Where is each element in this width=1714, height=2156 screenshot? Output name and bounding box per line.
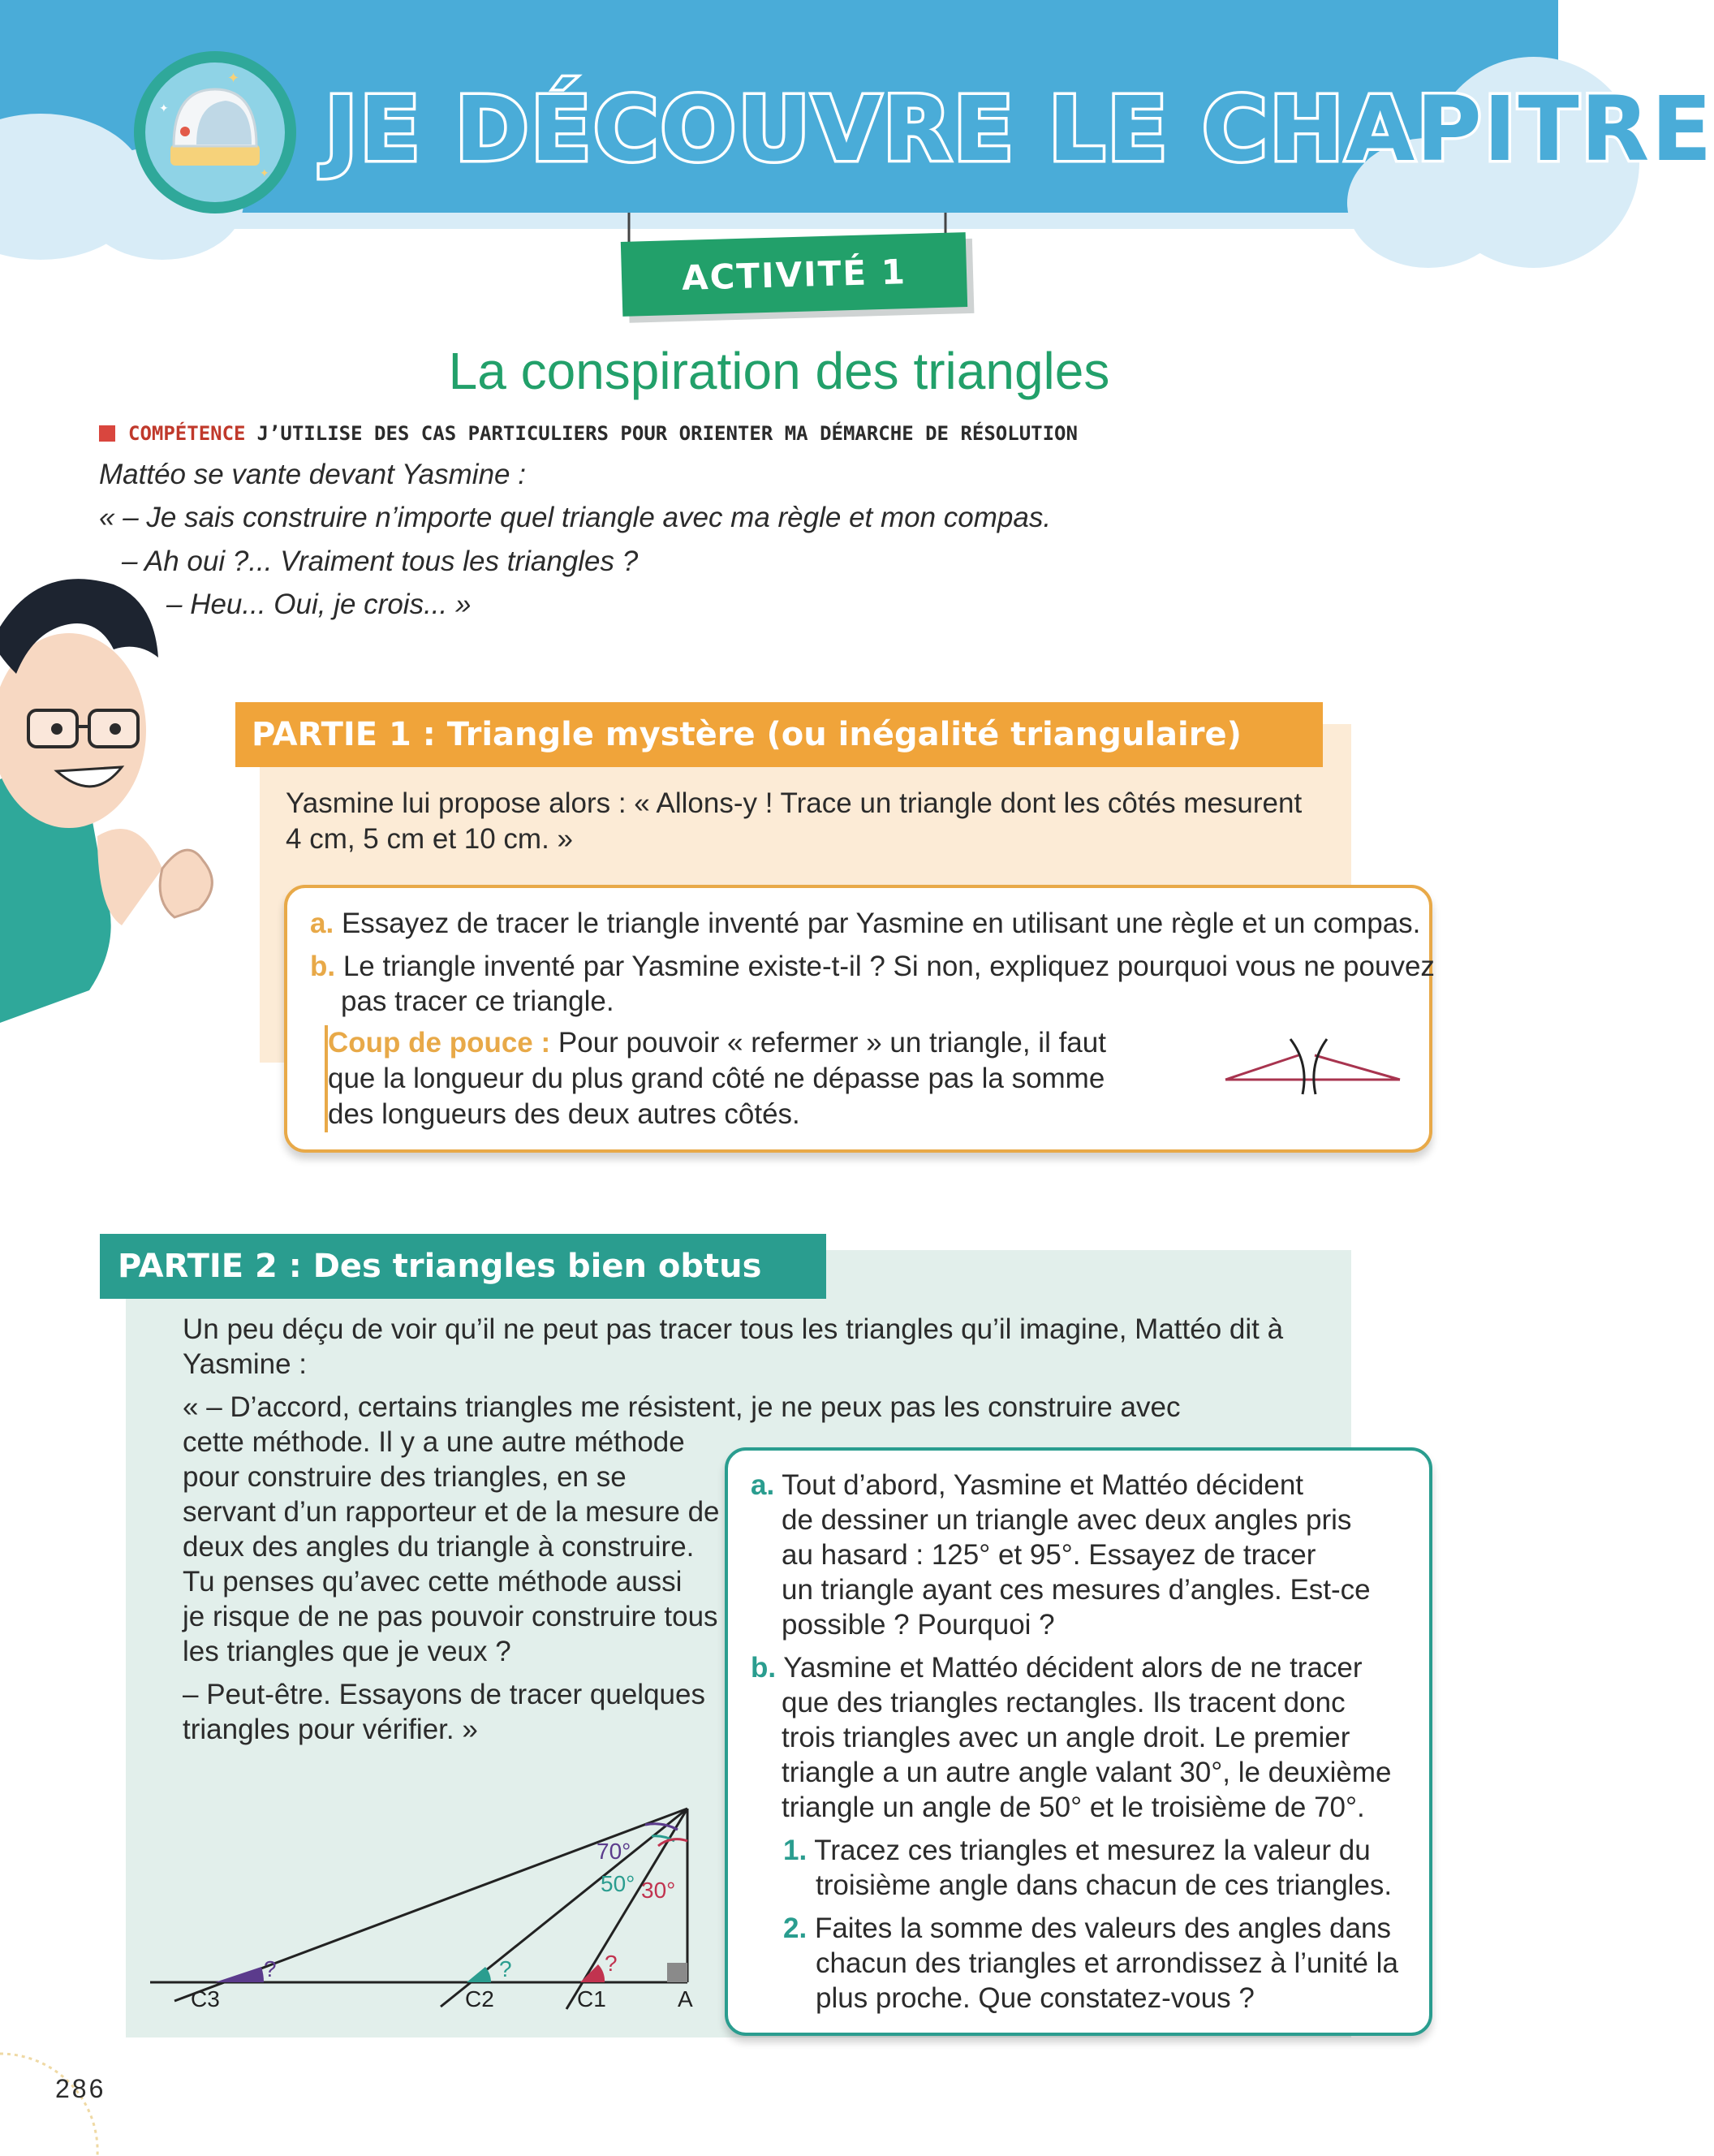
question-text: pas tracer ce triangle.	[341, 985, 614, 1017]
competence-square-icon	[99, 425, 115, 442]
right-triangles-figure	[142, 1794, 710, 2021]
question-b	[751, 1650, 1363, 1686]
activity-label: ACTIVITÉ 1	[681, 251, 907, 298]
question-letter: a.	[310, 908, 334, 939]
chapter-title: JE DÉCOUVRE LE CHAPITRE	[325, 77, 1714, 181]
question-text: Tracez ces triangles et mesurez la valeur du	[814, 1835, 1371, 1866]
question-text: plus proche. Que constatez-vous ?	[816, 1982, 1255, 2014]
competence-text: J’UTILISE DES CAS PARTICULIERS POUR ORIENTER MA DÉMARCHE DE RÉSOLUTION	[256, 422, 1078, 445]
competence-line	[99, 422, 1078, 445]
dialogue-line: – Heu... Oui, je crois... »	[166, 589, 472, 620]
hint-text: que la longueur du plus grand côté ne dépasse pas la somme	[328, 1063, 1105, 1094]
quote-line: Tu penses qu’avec cette méthode aussi	[183, 1566, 683, 1598]
part1-heading-banner	[235, 702, 1323, 767]
part2-intro-line: Un peu déçu de voir qu’il ne peut pas tracer tous les triangles qu’il imagine, Mattéo dit à	[183, 1313, 1284, 1345]
question-text: au hasard : 125° et 95°. Essayez de tracer	[782, 1539, 1316, 1571]
part2-heading: PARTIE 2 : Des triangles bien obtus	[118, 1248, 762, 1285]
point-label-c1: C1	[577, 1986, 606, 2012]
page-number: 286	[55, 2074, 106, 2103]
question-text: chacun des triangles et arrondissez à l’unité la	[816, 1947, 1398, 1979]
svg-text:✦: ✦	[159, 102, 169, 115]
dialogue-line: Mattéo se vante devant Yasmine :	[99, 459, 526, 490]
svg-text:✦: ✦	[260, 167, 269, 180]
question-b	[310, 949, 1435, 985]
angle-50-label: 50°	[601, 1871, 635, 1896]
question-letter: a.	[751, 1469, 775, 1501]
intro-line: Yasmine lui propose alors : « Allons-y ! Trace un triangle dont les côtés mesurent	[286, 787, 1303, 819]
unknown-angle-label: ?	[499, 1956, 512, 1981]
question-letter: b.	[751, 1652, 777, 1684]
question-a	[751, 1468, 1303, 1503]
angle-70-label: 70°	[596, 1839, 631, 1864]
question-letter: b.	[310, 951, 336, 982]
quote-line: pour construire des triangles, en se	[183, 1461, 627, 1493]
part1-heading: PARTIE 1 : Triangle mystère (ou inégalité triangulaire)	[252, 716, 1242, 753]
point-label-c3: C3	[191, 1986, 220, 2012]
question-text: triangle a un autre angle valant 30°, le deuxième	[782, 1757, 1392, 1788]
svg-text:✦: ✦	[227, 70, 240, 87]
question-text: troisième angle dans chacun de ces triangles.	[816, 1869, 1393, 1901]
point-label-c2: C2	[465, 1986, 494, 2012]
activity-title: La conspiration des triangles	[448, 342, 1110, 400]
sub-question-number: 1.	[783, 1835, 807, 1866]
quote-line: cette méthode. Il y a une autre méthode	[183, 1426, 685, 1458]
sub-question-number: 2.	[783, 1912, 807, 1944]
question-text: Tout d’abord, Yasmine et Mattéo décident	[782, 1469, 1304, 1501]
unknown-angle-label: ?	[264, 1956, 277, 1981]
quote-line: je risque de ne pas pouvoir construire tous	[183, 1601, 718, 1632]
question-text: triangle un angle de 50° et le troisième de 70°.	[782, 1792, 1365, 1823]
question-text: Essayez de tracer le triangle inventé par Yasmine en utilisant une règle et un compas.	[341, 908, 1421, 939]
competence-label: COMPÉTENCE	[128, 422, 246, 445]
quote-line: – Peut-être. Essayons de tracer quelques	[183, 1679, 705, 1710]
hint-text: des longueurs des deux autres côtés.	[328, 1098, 800, 1130]
quote-line: triangles pour vérifier. »	[183, 1714, 478, 1745]
question-text: Yasmine et Mattéo décident alors de ne tracer	[783, 1652, 1363, 1684]
sub-question-1	[783, 1833, 1371, 1869]
angle-30-label: 30°	[641, 1878, 676, 1903]
hint-label: Coup de pouce :	[328, 1027, 551, 1059]
dialogue-line: – Ah oui ?... Vraiment tous les triangles ?	[122, 545, 639, 577]
question-text: Le triangle inventé par Yasmine existe-t-il ? Si non, expliquez pourquoi vous ne pouvez	[342, 951, 1435, 982]
question-text: un triangle ayant ces mesures d’angles. Est-ce	[782, 1574, 1371, 1606]
quote-line: « – D’accord, certains triangles me résistent, je ne peux pas les construire avec	[183, 1391, 1181, 1423]
hint-block	[325, 1025, 1139, 1132]
sub-question-2	[783, 1911, 1391, 1947]
question-text: que des triangles rectangles. Ils tracent donc	[782, 1687, 1346, 1718]
question-text: Faites la somme des valeurs des angles dans	[814, 1912, 1392, 1944]
question-a	[310, 906, 1420, 942]
quote-line: servant d’un rapporteur et de la mesure de	[183, 1496, 720, 1528]
hint-text: Pour pouvoir « refermer » un triangle, il faut	[550, 1027, 1106, 1059]
question-text: de dessiner un triangle avec deux angles pris	[782, 1504, 1352, 1536]
intro-line: 4 cm, 5 cm et 10 cm. »	[286, 823, 573, 855]
matteo-character-illustration	[0, 568, 243, 1023]
quote-line: deux des angles du triangle à construire.	[183, 1531, 695, 1563]
quote-line: les triangles que je veux ?	[183, 1636, 511, 1667]
part2-intro-line: Yasmine :	[183, 1348, 308, 1380]
dialogue-line: « – Je sais construire n’importe quel triangle avec ma règle et mon compas.	[99, 502, 1052, 533]
activity-sign	[621, 232, 967, 317]
question-text: trois triangles avec un angle droit. Le premier	[782, 1722, 1350, 1753]
unknown-angle-label: ?	[605, 1951, 618, 1976]
hint-triangle-sketch	[1221, 1031, 1404, 1096]
question-text: possible ? Pourquoi ?	[782, 1609, 1055, 1641]
part1-intro	[286, 786, 1333, 857]
part2-heading-banner	[100, 1234, 826, 1299]
hint-line	[328, 1025, 1139, 1061]
point-label-a: A	[678, 1986, 693, 2012]
astronaut-helmet-icon	[130, 47, 300, 218]
